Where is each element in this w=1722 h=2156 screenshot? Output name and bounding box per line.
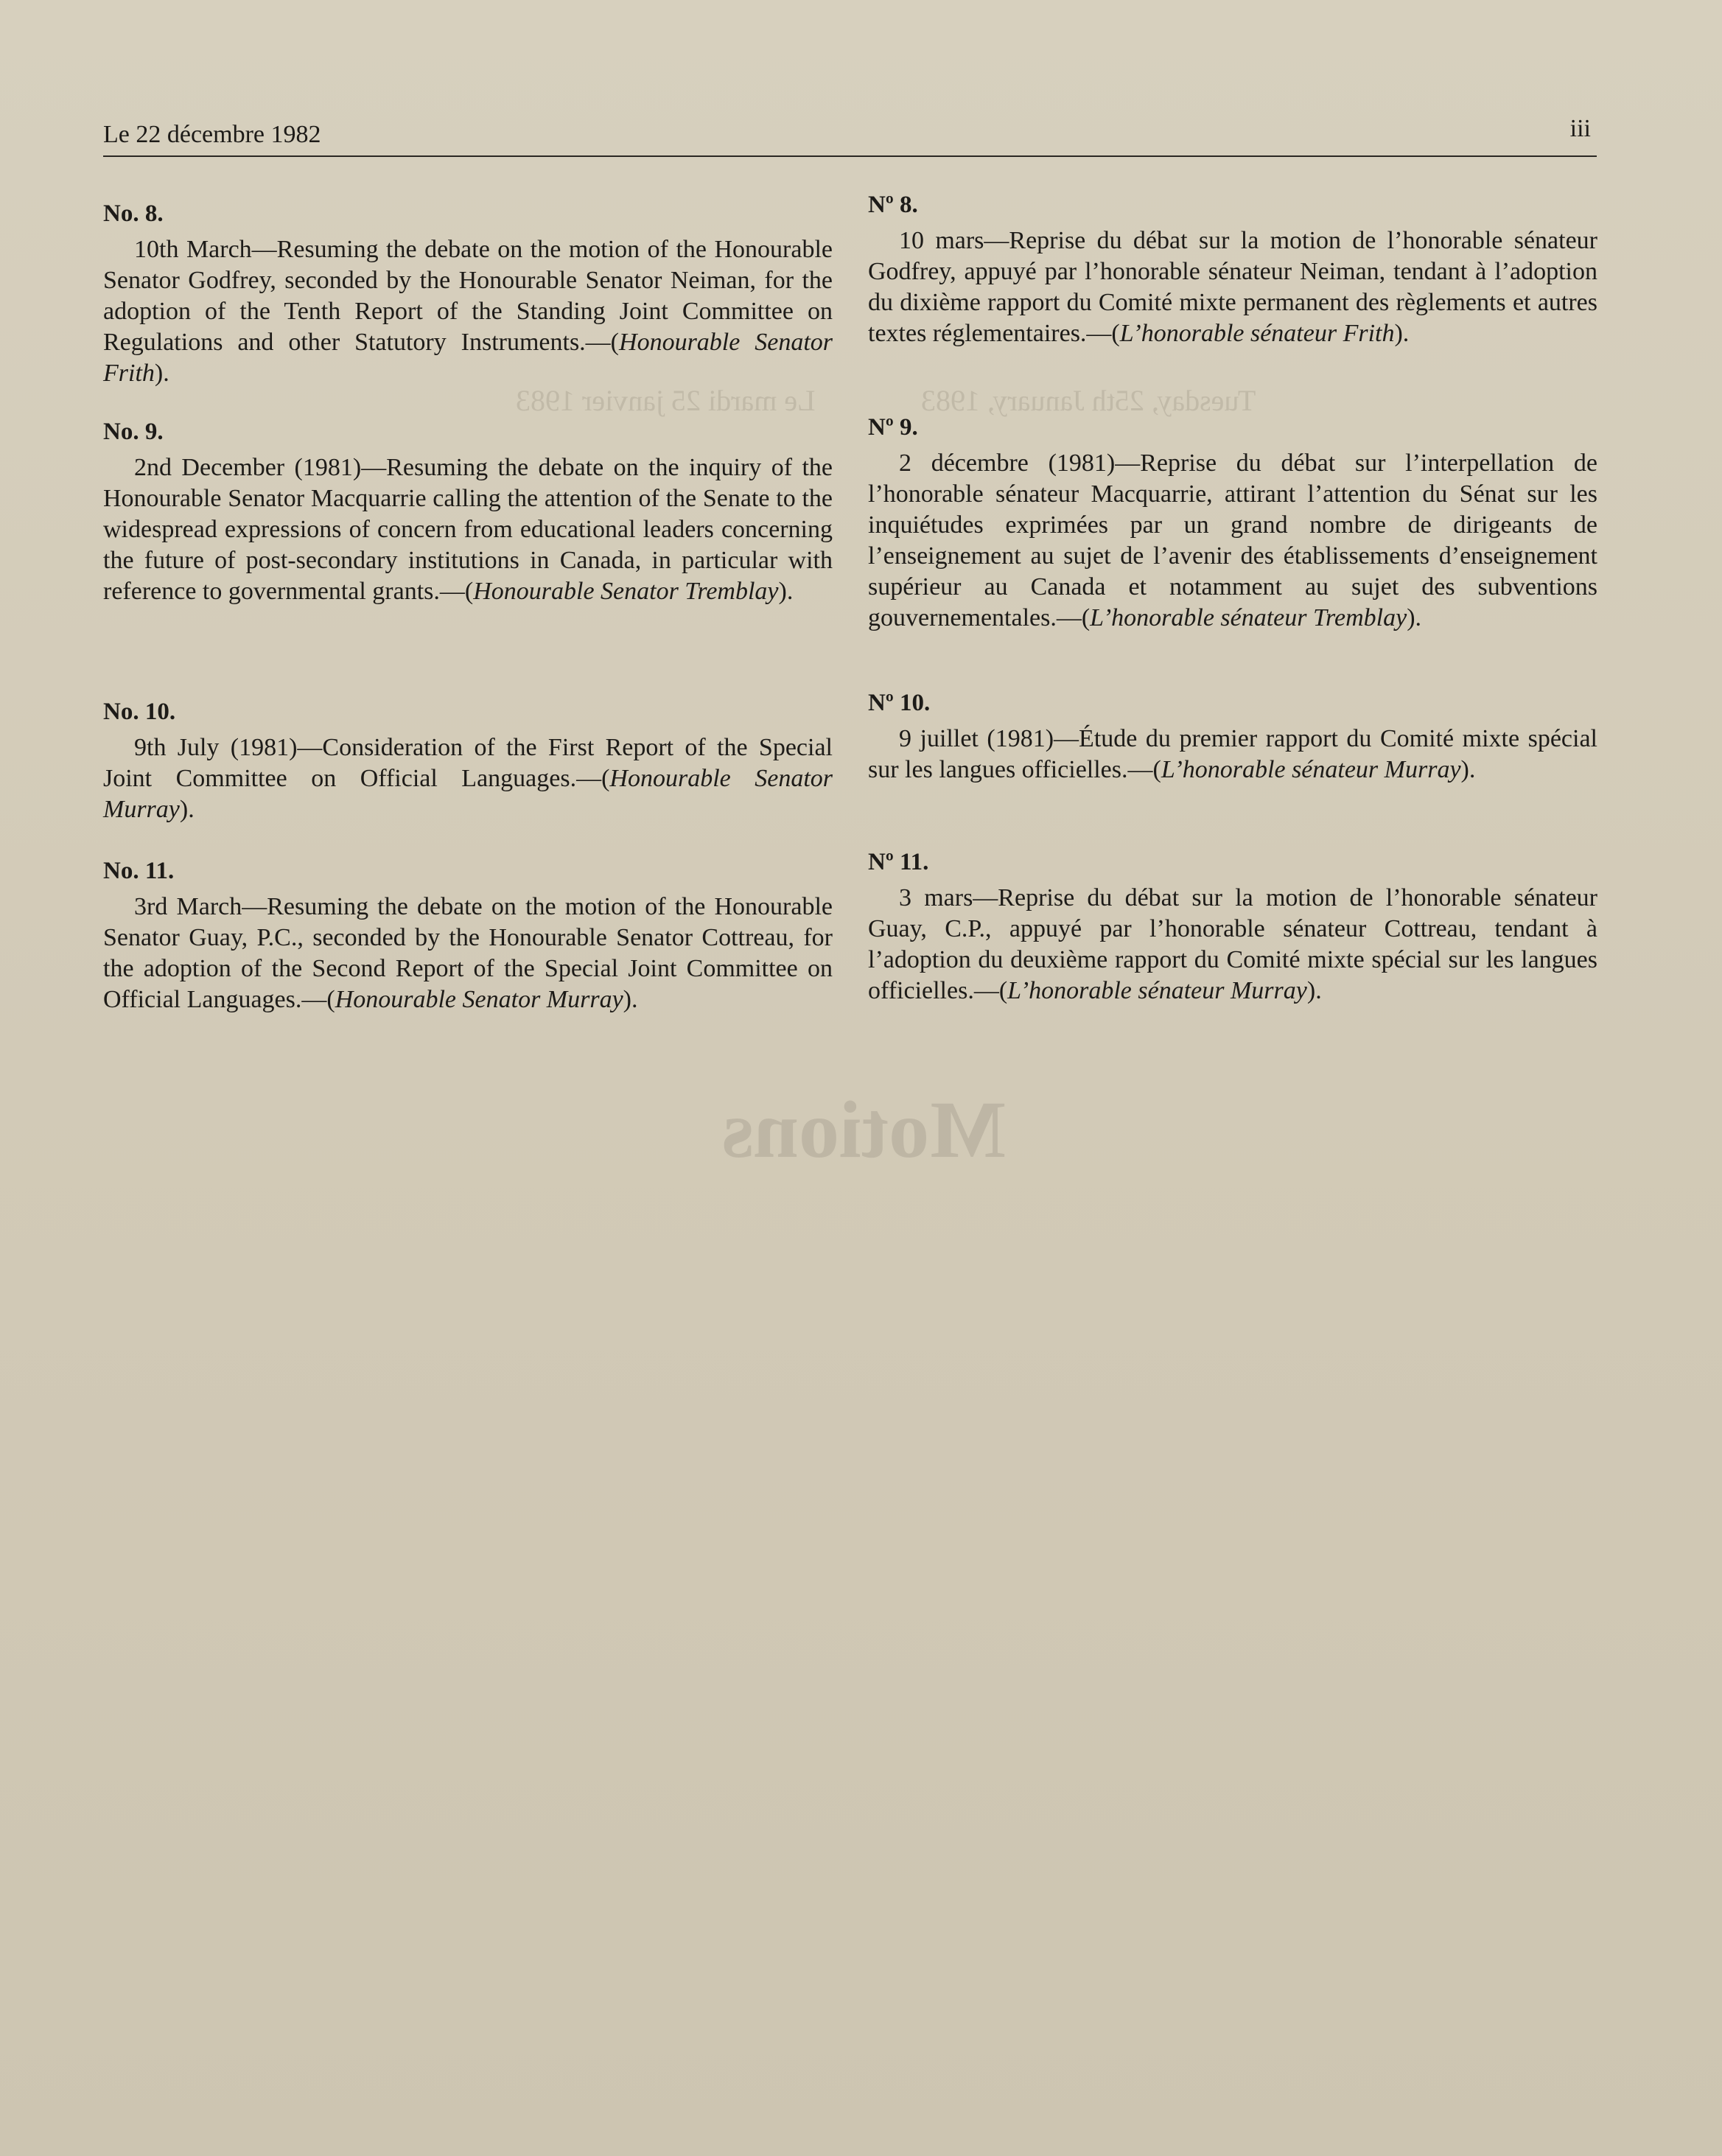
item-body: 3rd March—Resuming the debate on the motion of the Honourable Senator Guay, P.C., seconded by the Honourable Senator Cottreau, for the adoption of the Second Report of the Special Joint Committee on Official Languages.—( (103, 893, 833, 1013)
item-sponsor: Honourable Senator Murray (335, 986, 623, 1013)
item-number: Nº 10. (868, 690, 931, 716)
order-item (868, 687, 1597, 785)
item-body: 10 mars—Reprise du débat sur la motion de l’honorable sénateur Godfrey, appuyé par l’honorable sénateur Neiman, tendant à l’adoption du dixième rapport du Comité mixte permanent des règlements et autres textes réglementaires.—( (868, 227, 1597, 347)
header-date: Le 22 décembre 1982 (103, 121, 321, 148)
page-number: iii (1569, 115, 1591, 142)
bleed-through-text: Tuesday, 25th January, 1983 (921, 384, 1256, 417)
order-item (103, 197, 833, 389)
item-tail: ). (1460, 756, 1476, 783)
item-tail: ). (1394, 320, 1410, 347)
item-text (868, 225, 1597, 349)
item-tail: ). (154, 360, 169, 387)
item-body: 3 mars—Reprise du débat sur la motion de l’honorable sénateur Guay, C.P., appuyé par l’honorable sénateur Cottreau, tendant à l’adoption du deuxième rapport du Comité mixte spécial sur les langues officielles.—( (868, 884, 1597, 1004)
order-item (103, 855, 833, 1015)
item-sponsor: L’honorable sénateur Murray (1007, 977, 1307, 1004)
item-number: No. 10. (103, 699, 176, 725)
item-number: Nº 9. (868, 414, 918, 441)
item-tail: ). (1407, 604, 1422, 631)
order-item (868, 411, 1597, 634)
item-tail: ). (1306, 977, 1322, 1004)
item-sponsor: L’honorable sénateur Murray (1161, 756, 1461, 783)
item-tail: ). (623, 986, 638, 1013)
item-sponsor: Honourable Senator Frith (103, 329, 833, 387)
item-number: No. 11. (103, 858, 175, 884)
order-item (868, 189, 1597, 349)
item-sponsor: Honourable Senator Tremblay (473, 578, 779, 605)
item-number: Nº 8. (868, 192, 918, 218)
item-body: 2 décembre (1981)—Reprise du débat sur l’interpellation de l’honorable sénateur Macquarrie, attirant l’attention du Sénat sur les inquiétudes exprimées par un grand nombre de dirigeants de l’enseignement au sujet de l’avenir des établissements d’enseignement supérieur au Canada et notamment au sujet des subventions gouvernementales.—( (868, 449, 1597, 631)
item-text (103, 452, 833, 607)
item-number: No. 9. (103, 419, 164, 445)
item-sponsor: L’honorable sénateur Tremblay (1090, 604, 1407, 631)
item-text (103, 892, 833, 1015)
bleed-through-heading: Motions (722, 1085, 1006, 1175)
item-text (103, 732, 833, 825)
bleed-through-text: Le mardi 25 janvier 1983 (516, 384, 816, 417)
order-item (868, 846, 1597, 1007)
item-text (103, 234, 833, 389)
order-item (103, 696, 833, 825)
item-text (868, 448, 1597, 634)
item-tail: ). (778, 578, 794, 605)
item-sponsor: L’honorable sénateur Frith (1119, 320, 1395, 347)
header-rule (103, 155, 1597, 157)
item-sponsor: Honourable Senator Murray (103, 765, 833, 823)
item-text (868, 724, 1597, 785)
item-number: Nº 11. (868, 849, 929, 875)
item-body: 9th July (1981)—Consideration of the First Report of the Special Joint Committee on Official Languages.—( (103, 734, 833, 792)
order-item (103, 416, 833, 607)
item-body: 9 juillet (1981)—Étude du premier rapport du Comité mixte spécial sur les langues officielles.—( (868, 725, 1597, 783)
item-number: No. 8. (103, 200, 164, 227)
item-text (868, 883, 1597, 1007)
item-tail: ). (179, 796, 195, 823)
item-body: 2nd December (1981)—Resuming the debate on the inquiry of the Honourable Senator Macquarrie calling the attention of the Senate to the widespread expressions of concern from educational leaders concerning the future of post-secondary institutions in Canada, in particular with reference to governmental grants.—( (103, 454, 833, 605)
item-body: 10th March—Resuming the debate on the motion of the Honourable Senator Godfrey, seconded by the Honourable Senator Neiman, for the adoption of the Tenth Report of the Standing Joint Committee on Regulations and other Statutory Instruments.—( (103, 236, 833, 356)
